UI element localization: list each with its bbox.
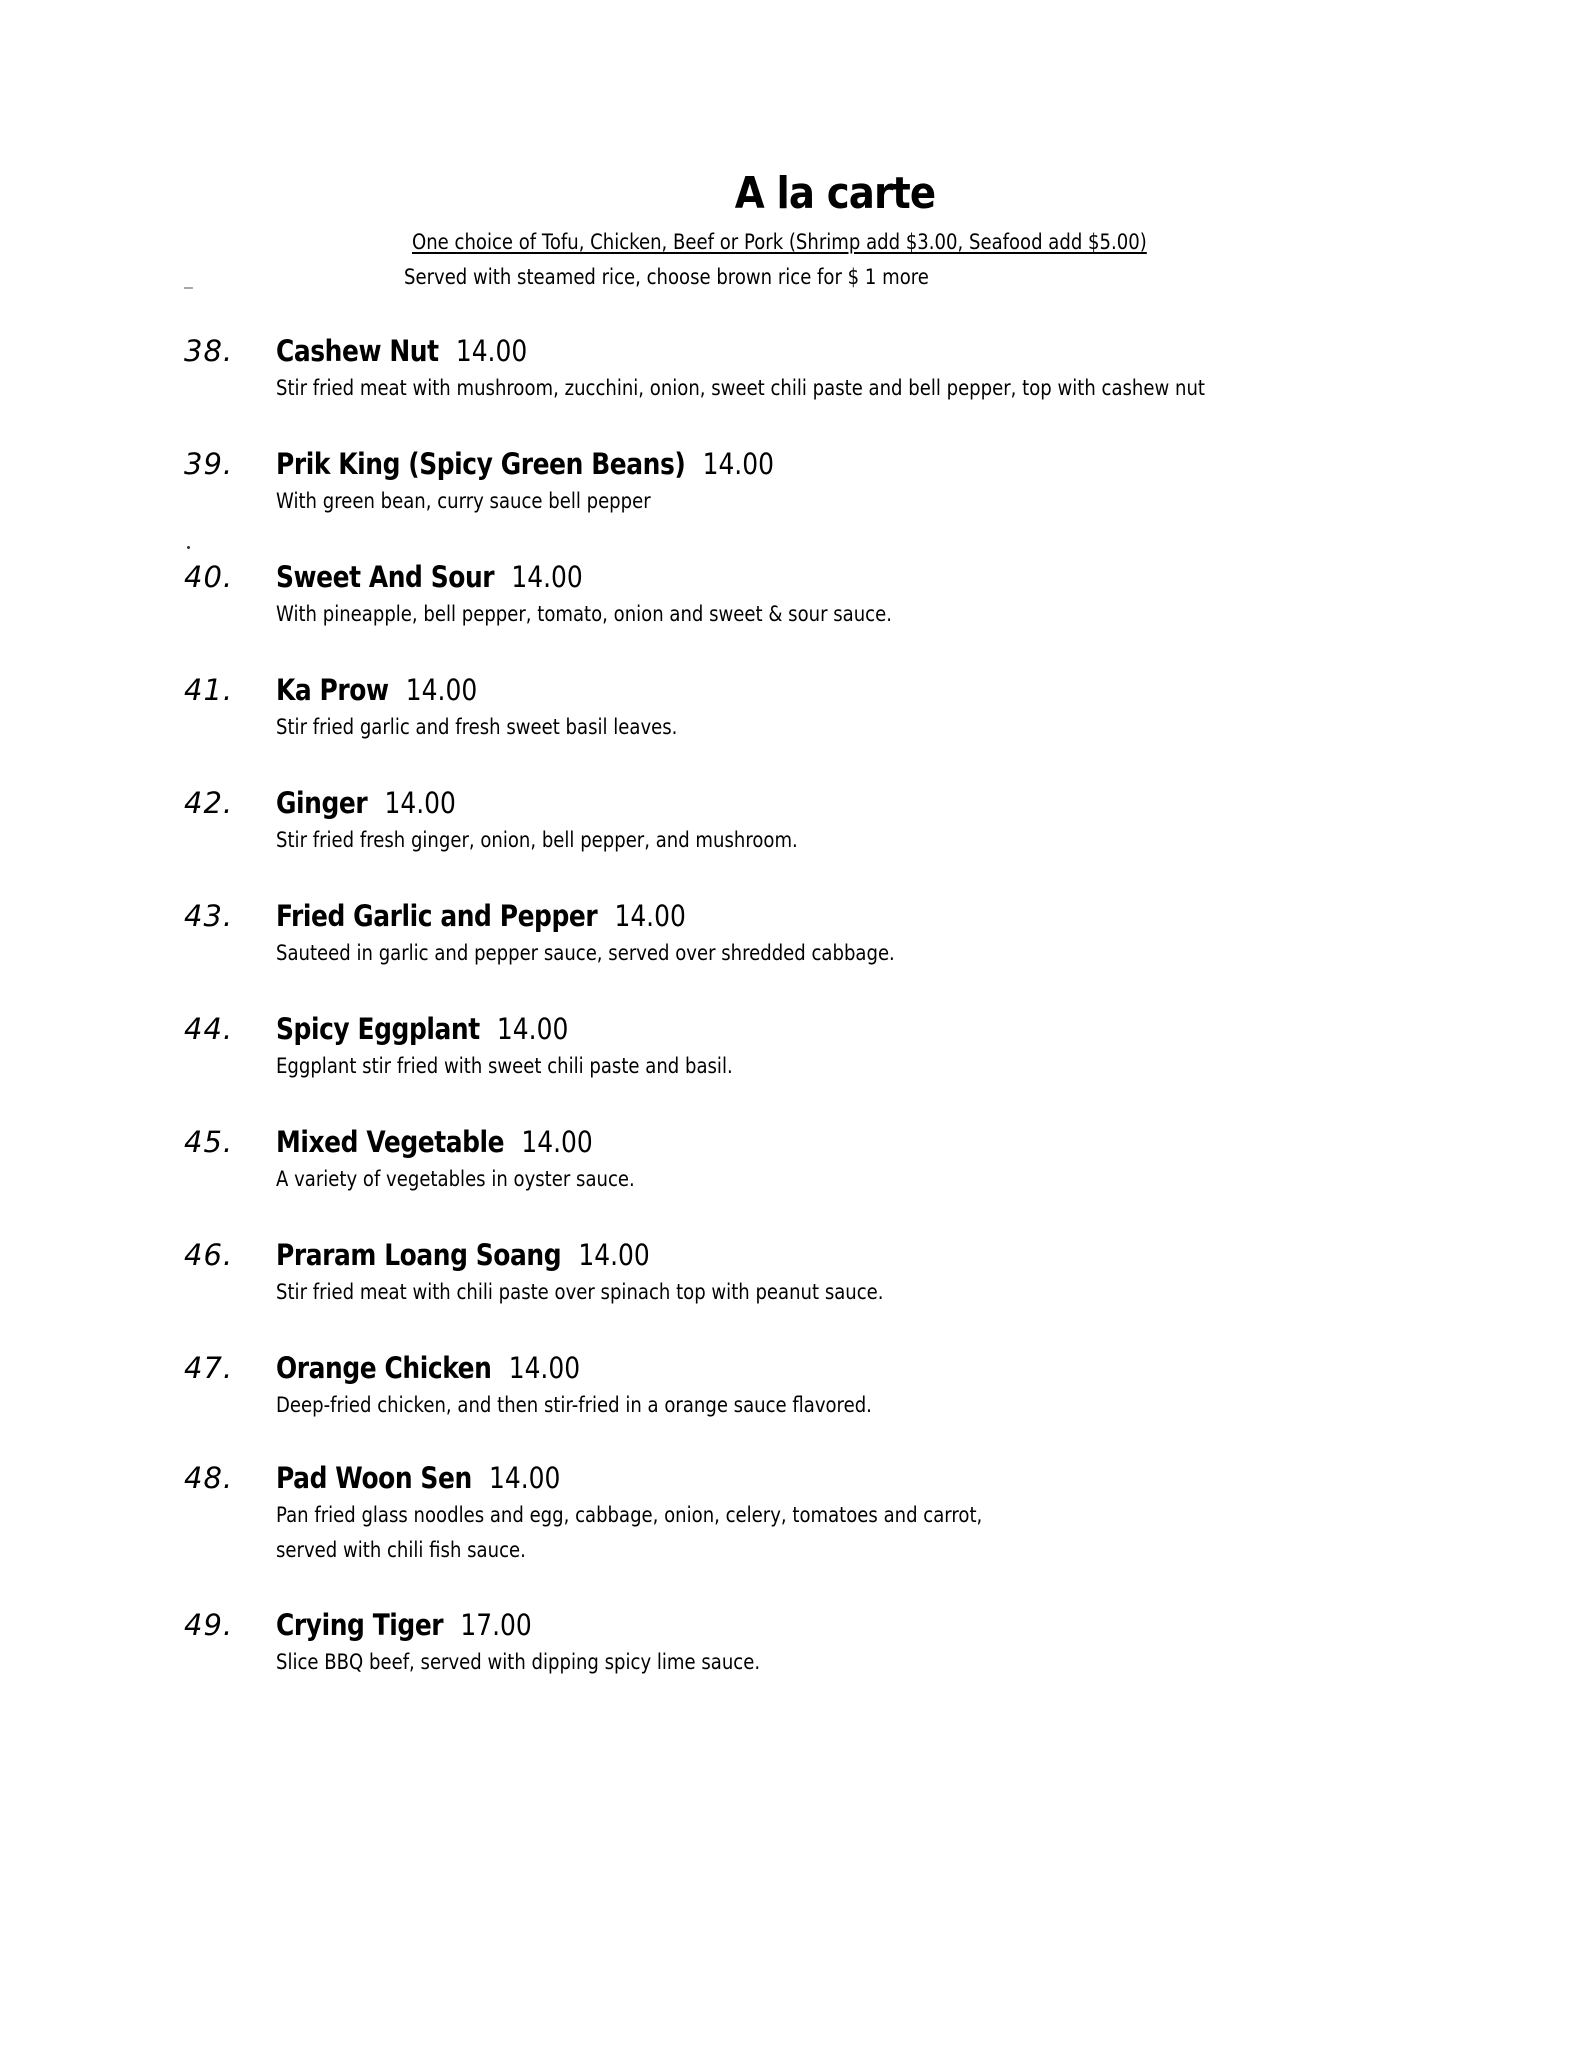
item-name: Prik King (Spicy Green Beans) (276, 447, 686, 481)
item-number: 47. (184, 1351, 234, 1385)
item-name: Mixed Vegetable (276, 1125, 505, 1159)
item-name: Pad Woon Sen (276, 1461, 472, 1495)
item-number: 44. (184, 1012, 234, 1046)
item-heading (276, 899, 686, 933)
item-description: Stir fried garlic and fresh sweet basil leaves. (276, 715, 678, 739)
item-description: With green bean, curry sauce bell pepper (276, 489, 651, 513)
item-description: Pan fried glass noodles and egg, cabbage, onion, celery, tomatoes and carrot, (276, 1503, 983, 1527)
item-number: 40. (184, 560, 234, 594)
rice-note: Served with steamed rice, choose brown rice for $ 1 more (404, 265, 929, 289)
item-heading (276, 447, 774, 481)
item-price: 14.00 (384, 786, 456, 820)
item-price: 14.00 (455, 334, 528, 368)
item-name: Praram Loang Soang (276, 1238, 562, 1272)
item-name: Ginger (276, 786, 368, 820)
item-heading (276, 1125, 593, 1159)
item-heading (276, 1012, 568, 1046)
item-number: 49. (184, 1608, 234, 1642)
item-heading (276, 786, 456, 820)
item-price: 14.00 (511, 560, 583, 594)
item-name: Ka Prow (276, 673, 389, 707)
item-description: Sauteed in garlic and pepper sauce, served over shredded cabbage. (276, 941, 895, 965)
item-price: 14.00 (496, 1012, 569, 1046)
stray-dot (187, 546, 190, 549)
item-price: 14.00 (488, 1461, 561, 1495)
item-price: 14.00 (702, 447, 774, 481)
item-name: Fried Garlic and Pepper (276, 899, 598, 933)
item-name: Sweet And Sour (276, 560, 495, 594)
item-description: Stir fried meat with mushroom, zucchini, onion, sweet chili paste and bell pepper, top with cashew nut (276, 376, 1205, 400)
item-heading (276, 334, 527, 368)
item-price: 14.00 (508, 1351, 581, 1385)
item-number: 48. (184, 1461, 234, 1495)
item-number: 42. (184, 786, 234, 820)
item-name: Spicy Eggplant (276, 1012, 480, 1046)
item-number: 41. (184, 673, 234, 707)
stray-mark (184, 287, 193, 289)
item-name: Orange Chicken (276, 1351, 492, 1385)
item-description: Slice BBQ beef, served with dipping spicy lime sauce. (276, 1650, 761, 1674)
item-heading (276, 1238, 650, 1272)
item-heading (276, 560, 583, 594)
item-description: Deep-fried chicken, and then stir-fried in a orange sauce flavored. (276, 1393, 872, 1417)
item-price: 14.00 (405, 673, 478, 707)
item-price: 17.00 (460, 1608, 532, 1642)
item-name: Cashew Nut (276, 334, 439, 368)
item-heading (276, 1608, 532, 1642)
page-title: A la carte (734, 168, 936, 219)
item-name: Crying Tiger (276, 1608, 444, 1642)
protein-choice-note: One choice of Tofu, Chicken, Beef or Pork (Shrimp add $3.00, Seafood add $5.00) (412, 230, 1147, 254)
item-heading (276, 1351, 580, 1385)
item-description: Stir fried fresh ginger, onion, bell pepper, and mushroom. (276, 828, 798, 852)
item-price: 14.00 (614, 899, 686, 933)
item-price: 14.00 (521, 1125, 593, 1159)
item-description-line-2: served with chili fish sauce. (276, 1538, 526, 1562)
item-description: Stir fried meat with chili paste over spinach top with peanut sauce. (276, 1280, 884, 1304)
item-heading (276, 1461, 560, 1495)
item-number: 46. (184, 1238, 234, 1272)
item-number: 43. (184, 899, 234, 933)
item-number: 38. (184, 334, 234, 368)
item-heading (276, 673, 477, 707)
item-number: 45. (184, 1125, 234, 1159)
item-description: Eggplant stir fried with sweet chili paste and basil. (276, 1054, 733, 1078)
item-price: 14.00 (578, 1238, 650, 1272)
item-description: With pineapple, bell pepper, tomato, onion and sweet & sour sauce. (276, 602, 892, 626)
item-description: A variety of vegetables in oyster sauce. (276, 1167, 635, 1191)
item-number: 39. (184, 447, 234, 481)
